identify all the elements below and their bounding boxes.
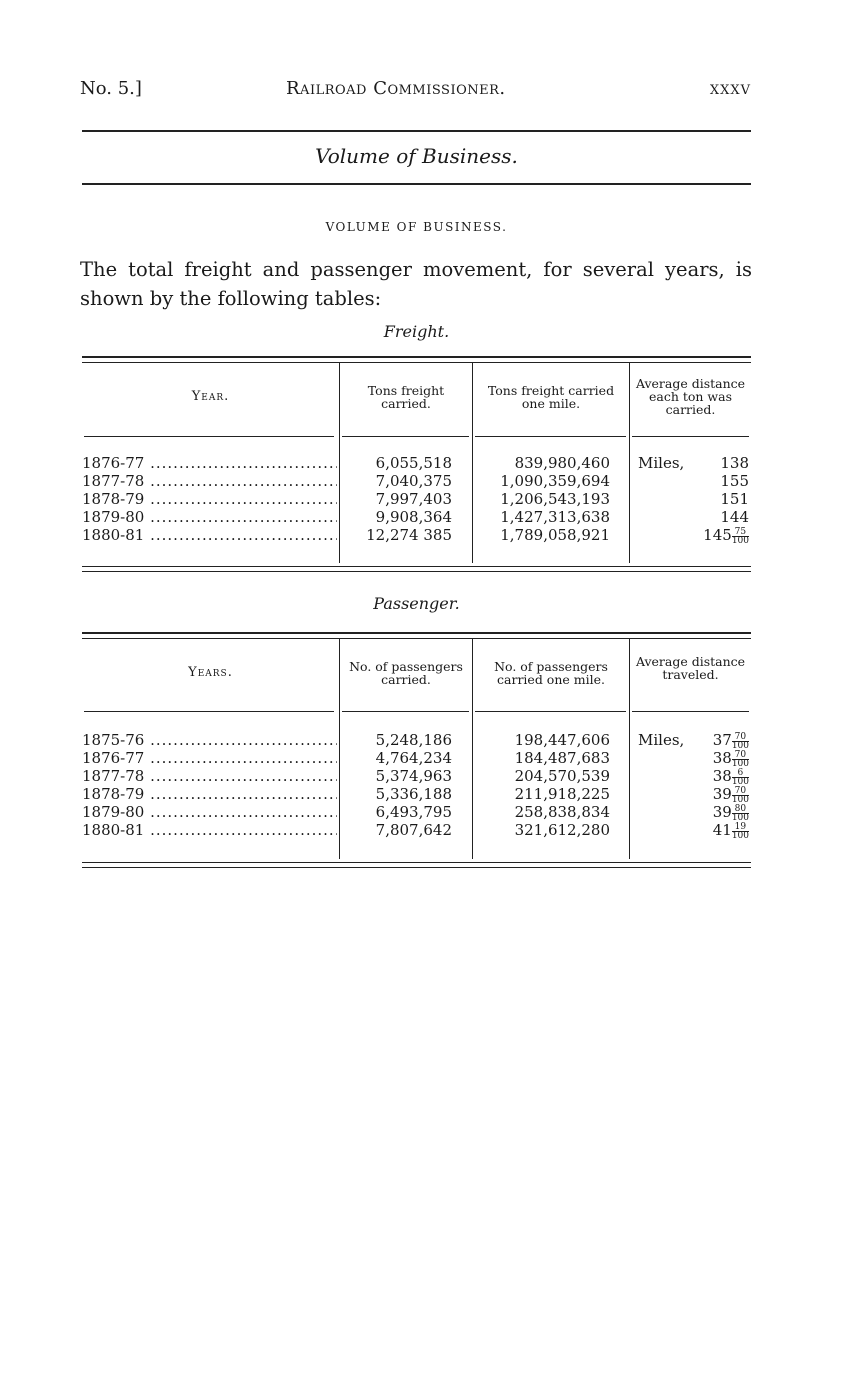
value-cell: 12,274 385 (366, 526, 452, 544)
value-cell: 5,336,188 (375, 785, 452, 803)
fraction-numerator: 70 (732, 733, 749, 742)
average-cell (713, 749, 749, 768)
average-cell (713, 767, 749, 786)
unit-label: Miles, (638, 731, 685, 749)
table-rule (82, 867, 751, 868)
average-whole: 41 (712, 821, 732, 839)
passenger-table (82, 632, 751, 872)
table-rule (82, 571, 751, 572)
section-title: Volume of Business. (315, 144, 518, 168)
header-rule (84, 436, 334, 437)
year-cell: 1878-79 ..... (82, 785, 337, 803)
value-cell: 6,493,795 (375, 803, 452, 821)
year-cell: 1877-78 ..... (82, 472, 337, 490)
fraction-numerator: 6 (732, 769, 749, 778)
average-whole: 38 (712, 767, 732, 785)
average-cell (713, 803, 749, 822)
average-whole: 138 (720, 454, 749, 472)
average-fraction (732, 787, 749, 804)
col-header-year: Year. (191, 389, 230, 404)
header-rule (342, 436, 469, 437)
fraction-denominator: 100 (731, 758, 749, 769)
table-row (82, 472, 751, 490)
value-cell: 204,570,539 (514, 767, 610, 785)
average-cell (713, 731, 749, 750)
table-row (82, 526, 751, 544)
average-fraction (732, 805, 749, 822)
fraction-numerator: 75 (732, 528, 749, 537)
year-cell: 1879-80 ..... (82, 508, 337, 526)
fraction-numerator: 80 (732, 805, 749, 814)
table-row (82, 767, 751, 785)
passenger-caption: Passenger. (373, 594, 460, 613)
average-cell (713, 821, 749, 840)
average-whole: 37 (712, 731, 732, 749)
document-number: No. 5.] (80, 78, 142, 99)
value-cell: 211,918,225 (514, 785, 610, 803)
average-whole: 151 (720, 490, 749, 508)
year-cell: 1876-77 ..... (82, 454, 337, 472)
value-cell: 1,090,359,694 (500, 472, 610, 490)
value-cell: 7,807,642 (375, 821, 452, 839)
fraction-denominator: 100 (731, 740, 749, 751)
value-cell: 1,427,313,638 (500, 508, 610, 526)
header-rule (632, 711, 749, 712)
table-rule (82, 638, 751, 639)
fraction-denominator: 100 (731, 830, 749, 841)
page-number: xxxv (709, 78, 751, 99)
col-header-average: Average distance traveled. (635, 654, 746, 682)
running-head (80, 78, 751, 102)
year-cell: 1878-79 ..... (82, 490, 337, 508)
average-fraction (732, 769, 749, 786)
year-cell: 1875-76 ..... (82, 731, 337, 749)
year-cell: 1876-77 ..... (82, 749, 337, 767)
value-cell: 839,980,460 (514, 454, 610, 472)
value-cell: 7,040,375 (375, 472, 452, 490)
value-cell: 4,764,234 (375, 749, 452, 767)
col-header-passengers: No. of passengers carried. (349, 659, 463, 687)
average-whole: 38 (712, 749, 732, 767)
year-cell: 1879-80 ..... (82, 803, 337, 821)
header-rule (475, 711, 626, 712)
average-whole: 144 (720, 508, 749, 526)
average-fraction (732, 823, 749, 840)
table-row (82, 731, 751, 749)
value-cell: 6,055,518 (375, 454, 452, 472)
value-cell: 5,374,963 (375, 767, 452, 785)
value-cell: 5,248,186 (375, 731, 452, 749)
value-cell: 7,997,403 (375, 490, 452, 508)
unit-label: Miles, (638, 454, 685, 472)
value-cell: 258,838,834 (514, 803, 610, 821)
intro-paragraph: The total freight and passenger movement, for several years, is shown by the following tables: (80, 258, 752, 310)
divider (82, 130, 751, 132)
average-cell (703, 526, 749, 545)
average-cell (720, 472, 749, 490)
average-whole: 39 (712, 785, 732, 803)
average-cell (720, 508, 749, 526)
divider (82, 183, 751, 185)
header-rule (475, 436, 626, 437)
running-title: Railroad Commissioner. (286, 78, 506, 99)
table-row (82, 785, 751, 803)
value-cell: 321,612,280 (514, 821, 610, 839)
average-whole: 39 (712, 803, 732, 821)
fraction-denominator: 100 (731, 794, 749, 805)
value-cell: 1,206,543,193 (500, 490, 610, 508)
average-whole: 155 (720, 472, 749, 490)
header-rule (84, 711, 334, 712)
freight-table (82, 356, 751, 576)
year-cell: 1877-78 ..... (82, 767, 337, 785)
average-fraction (732, 733, 749, 750)
fraction-denominator: 100 (731, 535, 749, 546)
col-header-years: Years. (188, 665, 233, 680)
table-rule (82, 632, 751, 634)
table-rule (82, 566, 751, 567)
table-row (82, 490, 751, 508)
fraction-numerator: 70 (732, 751, 749, 760)
freight-caption: Freight. (383, 322, 450, 341)
col-header-passenger-miles: No. of passengers carried one mile. (494, 659, 608, 687)
average-whole: 145 (703, 526, 732, 544)
fraction-numerator: 70 (732, 787, 749, 796)
table-row (82, 821, 751, 839)
average-cell (713, 785, 749, 804)
table-rule (82, 862, 751, 863)
header-rule (342, 711, 469, 712)
value-cell: 184,487,683 (514, 749, 610, 767)
fraction-denominator: 100 (731, 776, 749, 787)
col-header-tons: Tons freight carried. (367, 383, 445, 411)
col-header-ton-miles: Tons freight carried one mile. (487, 383, 615, 411)
average-fraction (732, 751, 749, 768)
fraction-denominator: 100 (731, 812, 749, 823)
year-cell: 1880-81 ..... (82, 821, 337, 839)
table-row (82, 508, 751, 526)
average-cell (720, 490, 749, 508)
table-row (82, 454, 751, 472)
table-row (82, 803, 751, 821)
year-cell: 1880-81 ..... (82, 526, 337, 544)
fraction-numerator: 19 (732, 823, 749, 832)
value-cell: 9,908,364 (375, 508, 452, 526)
table-rule (82, 362, 751, 363)
average-fraction (732, 528, 749, 545)
table-row (82, 749, 751, 767)
table-rule (82, 356, 751, 358)
col-header-average: Average distance each ton was carried. (635, 376, 746, 417)
heading: VOLUME OF BUSINESS. (325, 220, 508, 234)
value-cell: 1,789,058,921 (500, 526, 610, 544)
average-cell (720, 454, 749, 472)
header-rule (632, 436, 749, 437)
value-cell: 198,447,606 (514, 731, 610, 749)
